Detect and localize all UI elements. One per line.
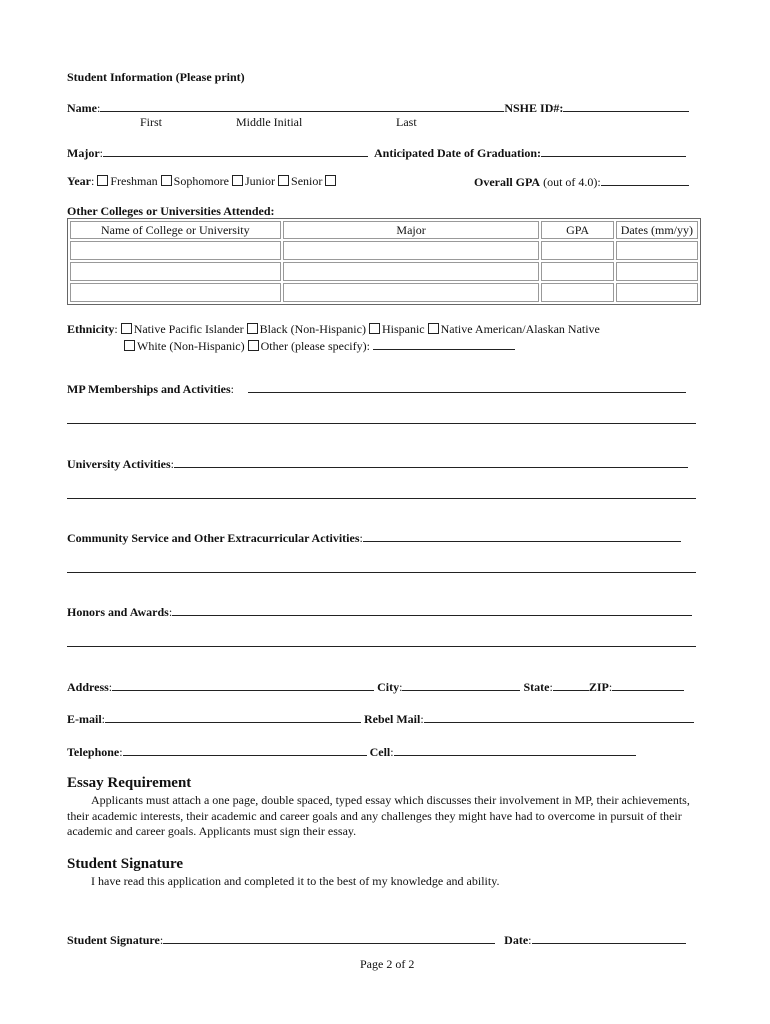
signature-label: Student Signature (67, 933, 160, 947)
table-row (70, 241, 698, 260)
signature-statement: I have read this application and completed it to the best of my knowledge and ability. (91, 874, 500, 888)
address-row: Address: City: State: ZIP: (67, 679, 684, 694)
gpa-row (474, 174, 689, 189)
community-label: Community Service and Other Extracurricular Activities (67, 531, 360, 545)
name-row: Name: NSHE ID#: (67, 100, 689, 115)
name-label: Name (67, 101, 97, 115)
extra-checkbox[interactable] (325, 175, 336, 186)
section-title: Student Information (Please print) (67, 70, 245, 84)
mp-row: MP Memberships and Activities: (67, 381, 686, 396)
dates-cell[interactable] (616, 262, 698, 281)
nshe-label: NSHE ID#: (504, 101, 564, 115)
major-cell[interactable] (283, 241, 540, 260)
senior-checkbox[interactable] (278, 175, 289, 186)
community-field-line-2[interactable] (67, 561, 696, 573)
ethnicity-label: Ethnicity (67, 322, 115, 336)
other-specify-field[interactable] (373, 338, 515, 350)
gpa-label: Overall GPA (474, 175, 541, 189)
mp-field-line-2[interactable] (67, 412, 696, 424)
gpa-cell[interactable] (541, 262, 613, 281)
black-label: Black (Non-Hispanic) (259, 322, 366, 336)
gpa-note: (out of 4.0): (543, 175, 601, 189)
university-row: University Activities: (67, 456, 688, 471)
black-checkbox[interactable] (247, 323, 258, 334)
sophomore-label: Sophomore (173, 174, 230, 188)
honors-field-line-2-row (67, 635, 696, 650)
freshman-checkbox[interactable] (97, 175, 108, 186)
name-first-caption: First (140, 115, 163, 129)
rebel-mail-field[interactable] (424, 711, 694, 723)
state-field[interactable] (553, 679, 589, 691)
telephone-field[interactable] (123, 744, 367, 756)
major-field[interactable] (103, 145, 368, 157)
gpa-cell[interactable] (541, 241, 613, 260)
ethnicity-row-1: Ethnicity: Native Pacific Islander Black (Non-Hispanic) Hispanic Native American/Alaskan Native (67, 322, 600, 336)
honors-field-line-2[interactable] (67, 635, 696, 647)
native-american-label: Native American/Alaskan Native (440, 322, 600, 336)
year-label: Year (67, 174, 91, 188)
sophomore-checkbox[interactable] (161, 175, 172, 186)
community-row: Community Service and Other Extracurricular Activities: (67, 530, 681, 545)
major-cell[interactable] (283, 262, 540, 281)
native-american-checkbox[interactable] (428, 323, 439, 334)
essay-text: Applicants must attach a one page, double spaced, typed essay which discusses their involvement in MP, their achievements, their academic interests, their academic and career goals and any challenges they might have had to overcome in pursuit of their academic and career goals. Applicants must sign their essay. (67, 793, 690, 838)
hispanic-checkbox[interactable] (369, 323, 380, 334)
other-label: Other (please specify): (260, 339, 370, 353)
community-field[interactable] (363, 530, 681, 542)
col-header-college: Name of College or University (70, 221, 281, 239)
city-label: City (377, 680, 400, 694)
essay-heading: Essay Requirement (67, 775, 192, 791)
email-label: E-mail (67, 712, 102, 726)
major-row: Major: Anticipated Date of Graduation: (67, 145, 686, 160)
cell-label: Cell (369, 745, 391, 759)
page-number: Page 2 of 2 (360, 957, 415, 971)
gpa-field[interactable] (601, 174, 689, 186)
graduation-date-field[interactable] (541, 145, 686, 157)
name-field[interactable] (100, 100, 504, 112)
address-label: Address (67, 680, 109, 694)
col-header-major: Major (283, 221, 540, 239)
major-cell[interactable] (283, 283, 540, 302)
colleges-label: Other Colleges or Universities Attended: (67, 204, 275, 218)
mp-field[interactable] (248, 381, 686, 393)
mp-label: MP Memberships and Activities (67, 382, 231, 396)
zip-field[interactable] (612, 679, 684, 691)
white-label: White (Non-Hispanic) (137, 339, 245, 353)
signature-row: Student Signature: Date: (67, 932, 686, 947)
table-row (70, 262, 698, 281)
telephone-label: Telephone (67, 745, 120, 759)
freshman-label: Freshman (110, 174, 158, 188)
major-label: Major (67, 146, 100, 160)
honors-row: Honors and Awards: (67, 604, 692, 619)
name-last-caption: Last (396, 115, 417, 129)
name-middle-caption: Middle Initial (236, 115, 303, 129)
junior-label: Junior (245, 174, 276, 188)
white-checkbox[interactable] (124, 340, 135, 351)
email-field[interactable] (105, 711, 361, 723)
graduation-label: Anticipated Date of Graduation: (374, 146, 541, 160)
college-cell[interactable] (70, 262, 281, 281)
honors-field[interactable] (172, 604, 692, 616)
city-field[interactable] (402, 679, 520, 691)
university-field-line-2[interactable] (67, 487, 696, 499)
telephone-row: Telephone: Cell: (67, 744, 636, 759)
colleges-table (67, 218, 701, 305)
signature-field[interactable] (163, 932, 495, 944)
signature-heading: Student Signature (67, 856, 184, 872)
honors-label: Honors and Awards (67, 605, 169, 619)
other-checkbox[interactable] (248, 340, 259, 351)
table-row (70, 283, 698, 302)
university-label: University Activities (67, 457, 171, 471)
email-row: E-mail: Rebel Mail: (67, 711, 694, 726)
mp-field-line-2-row (67, 412, 696, 427)
gpa-cell[interactable] (541, 283, 613, 302)
date-label: Date (504, 933, 529, 947)
college-cell[interactable] (70, 241, 281, 260)
college-cell[interactable] (70, 283, 281, 302)
col-header-gpa: GPA (541, 221, 613, 239)
junior-checkbox[interactable] (232, 175, 243, 186)
date-field[interactable] (532, 932, 686, 944)
university-field-line-2-row (67, 487, 696, 502)
address-field[interactable] (112, 679, 374, 691)
rebel-mail-label: Rebel Mail (364, 712, 421, 726)
nshe-id-field[interactable] (563, 100, 689, 112)
community-field-line-2-row (67, 561, 696, 576)
state-label: State (523, 680, 550, 694)
pacific-islander-checkbox[interactable] (121, 323, 132, 334)
col-header-dates: Dates (mm/yy) (616, 221, 698, 239)
year-row: Year: Freshman Sophomore Junior Senior (67, 174, 338, 188)
zip-label: ZIP (588, 680, 609, 694)
university-field[interactable] (174, 456, 688, 468)
senior-label: Senior (291, 174, 323, 188)
dates-cell[interactable] (616, 283, 698, 302)
ethnicity-row-2 (121, 338, 515, 353)
dates-cell[interactable] (616, 241, 698, 260)
pacific-islander-label: Native Pacific Islander (133, 322, 244, 336)
cell-field[interactable] (394, 744, 636, 756)
hispanic-label: Hispanic (381, 322, 425, 336)
